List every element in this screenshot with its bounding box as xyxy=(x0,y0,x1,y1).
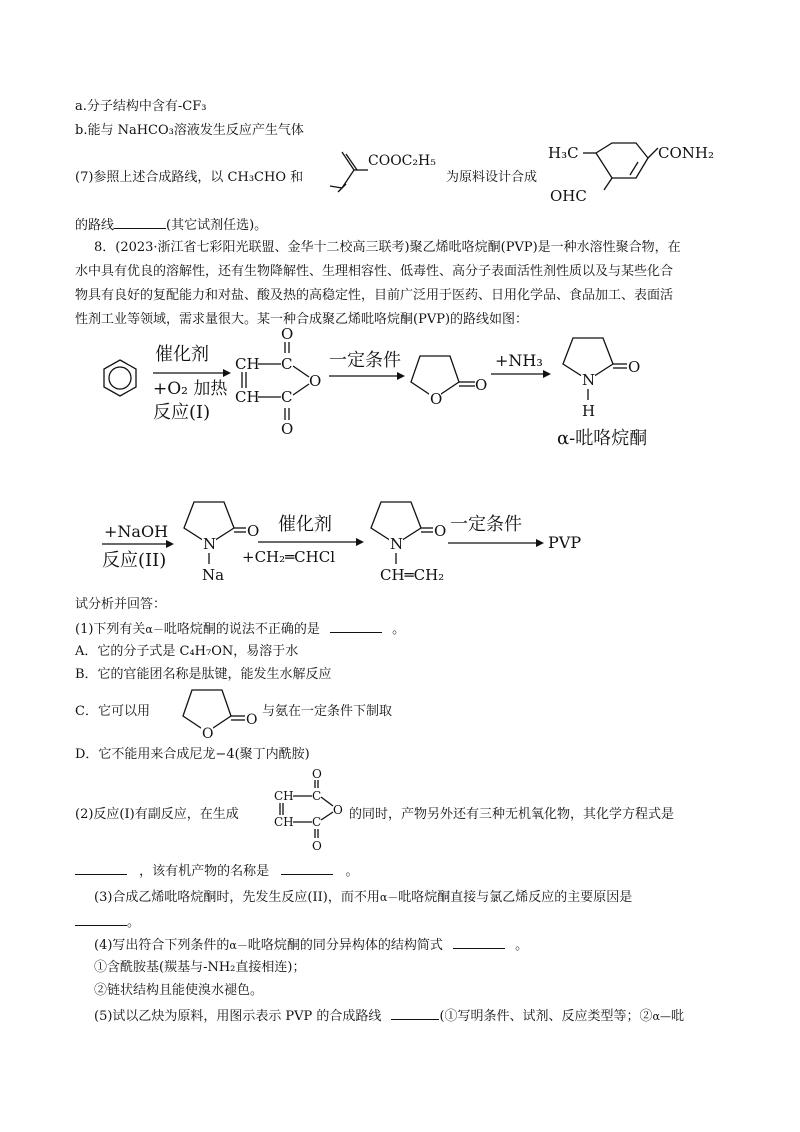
q2-c-top: C xyxy=(312,789,322,803)
sp-o-carbonyl: O xyxy=(247,522,260,540)
reaction-arrow-6 xyxy=(448,514,581,552)
q1-end: 。 xyxy=(392,622,406,637)
q5-text-a: (5)试以乙炔为原料，用图示表示 xyxy=(94,1009,282,1024)
target-h3c-label: H₃C xyxy=(548,144,579,162)
sp-na: Na xyxy=(202,566,225,584)
answer-blank-q3[interactable] xyxy=(75,911,127,926)
target-molecule-structure xyxy=(548,138,728,208)
q2-text-c: ，该有机产物的名称是 xyxy=(139,864,270,879)
q1-text-a: (1)下列有关 xyxy=(75,622,146,637)
q3-end: 。 xyxy=(127,915,141,930)
question-4 xyxy=(94,934,528,956)
option-C-text-b: 与氨在一定条件下制取 xyxy=(262,704,393,719)
reaction-scheme-row-2 xyxy=(100,492,700,592)
q7-tail-text: (其它试剂任选)。 xyxy=(166,218,268,233)
ma-o-bottom: O xyxy=(281,420,294,438)
reaction-scheme-row-1 xyxy=(95,322,695,452)
vinyl-pyrrolidone-structure xyxy=(371,502,446,584)
q3-text-b: α－ xyxy=(379,891,399,904)
option-a: a.分子结构中含有-CF₃ xyxy=(75,99,207,114)
q1-text-c: 吡咯烷酮的说法不正确的是 xyxy=(163,622,320,637)
r6-top-label: 一定条件 xyxy=(450,514,522,535)
answer-blank-q2-equation[interactable] xyxy=(75,860,127,875)
q5-text-f: 吡 xyxy=(670,1009,684,1024)
oc-o-ring: O xyxy=(202,726,214,742)
q2-o-ring: O xyxy=(333,803,343,817)
sodium-pyrrolidone-structure xyxy=(184,502,259,584)
r2-top-label: 一定条件 xyxy=(329,350,401,371)
q7-suffix: 为原料设计合成 xyxy=(446,170,538,185)
ap-n: N xyxy=(582,371,596,389)
analyze-heading: 试分析并回答： xyxy=(75,597,167,612)
answer-blank-q1[interactable] xyxy=(330,618,382,633)
pvp-label: PVP xyxy=(548,533,582,552)
bl-o-ring: O xyxy=(430,390,443,408)
q3-line-2 xyxy=(75,911,140,933)
r1-bot-label: 反应(I) xyxy=(153,402,211,423)
ap-o-carbonyl: O xyxy=(628,358,641,376)
ma-o-ring: O xyxy=(309,372,322,390)
q5-text-d: (①写明条件、试剂、反应类型等；② xyxy=(439,1009,653,1024)
q3-text-a: (3)合成乙烯吡咯烷酮时，先发生反应(II)，而不用 xyxy=(94,890,380,905)
ma-c-top: C xyxy=(281,355,293,373)
q2-end: 。 xyxy=(345,864,359,879)
bl-o-carbonyl: O xyxy=(475,376,488,394)
q5-text-b: PVP xyxy=(285,1009,313,1024)
option-C-text-a: C．它可以用 xyxy=(75,704,150,719)
r4-bot-label: 反应(II) xyxy=(102,550,167,571)
q2-o-top: O xyxy=(312,767,322,781)
condition-1: ①含酰胺基(羰基与-NH₂直接相连)； xyxy=(94,960,306,975)
alpha-pyrrolidone-structure xyxy=(557,338,647,449)
q1-text-b: α－ xyxy=(145,623,164,636)
p8-line-4: 性剂工业等领域，需求量很大。某一种合成聚乙烯吡咯烷酮(PVP)的路线如图： xyxy=(75,312,529,327)
option-c-lactone-structure xyxy=(178,682,268,742)
q4-text-c: 吡咯烷酮的同分异构体的结构简式 xyxy=(247,938,443,953)
q4-text-b: α－ xyxy=(229,939,248,952)
target-conh2-label: CONH₂ xyxy=(658,144,714,162)
oc-o-carbonyl: O xyxy=(246,712,258,728)
reaction-arrow-3 xyxy=(491,351,551,378)
r1-mid-label: +O₂ 加热 xyxy=(153,379,228,399)
option-A: A．它的分子式是 C₄H₇ON，易溶于水 xyxy=(75,644,299,659)
maleic-anhydride-structure xyxy=(235,325,321,438)
option-D: D．它不能用来合成尼龙−4(聚丁内酰胺) xyxy=(75,747,310,762)
butyrolactone-structure xyxy=(411,356,487,408)
answer-blank-q2-name[interactable] xyxy=(281,860,333,875)
reaction-arrow-5 xyxy=(242,514,364,566)
q2-ch-bottom: CH xyxy=(274,815,294,829)
question-3 xyxy=(94,888,632,908)
answer-blank-q4[interactable] xyxy=(453,934,505,949)
q7-end xyxy=(75,214,267,236)
q2-o-bottom: O xyxy=(312,839,322,853)
ester-group-label: COOC₂H₅ xyxy=(368,153,436,169)
q3-text-c: 吡咯烷酮直接与氯乙烯反应的主要原因是 xyxy=(398,890,633,905)
p8-line-2: 水中具有优良的溶解性，还有生物降解性、生理相容性、低毒性、高分子表面活性剂性质以及与某些化合 xyxy=(75,264,674,279)
acrylate-ester-structure xyxy=(330,140,450,200)
condition-2: ②链状结构且能使溴水褪色。 xyxy=(94,983,264,998)
reaction-arrow-4 xyxy=(102,522,174,571)
benzene-structure xyxy=(104,360,136,396)
q2-text-a: (2)反应(I)有副反应，在生成 xyxy=(75,807,239,822)
option-B: B．它的官能团名称是肽键，能发生水解反应 xyxy=(75,667,332,682)
p8-line-1: 8．(2023·浙江省七彩阳光联盟、金华十二校高三联考)聚乙烯吡咯烷酮(PVP)是一种水溶性聚合物，在 xyxy=(94,240,681,255)
question-1 xyxy=(75,618,405,640)
q2-ch-top: CH xyxy=(274,789,294,803)
vp-o-carbonyl: O xyxy=(434,522,447,540)
pyrrolidone-name-label: α-吡咯烷酮 xyxy=(557,428,648,449)
r1-top-label: 催化剂 xyxy=(155,344,209,365)
reaction-arrow-2 xyxy=(329,350,405,380)
sp-n: N xyxy=(203,535,217,553)
option-b: b.能与 NaHCO₃溶液发生反应产生气体 xyxy=(75,123,304,138)
q7-prefix: (7)参照上述合成路线，以 CH₃CHO 和 xyxy=(75,170,304,185)
r5-top-label: 催化剂 xyxy=(278,514,332,535)
vp-n: N xyxy=(390,535,404,553)
target-ohc-label: OHC xyxy=(550,187,587,205)
p8-line-3: 物具有良好的复配能力和对盐、酸及热的高稳定性，目前广泛用于医药、日用化学品、食品加工、表面活 xyxy=(75,288,674,303)
r5-bot-label: +CH₂═CHCl xyxy=(242,548,336,566)
r4-top-label: +NaOH xyxy=(104,522,169,541)
q5-text-c: 的合成路线 xyxy=(316,1009,382,1024)
vp-vinyl: CH═CH₂ xyxy=(380,566,445,584)
q7-end-text: 的路线 xyxy=(75,218,115,233)
q2-maleic-anhydride-structure xyxy=(272,768,352,856)
ma-ch-top: CH xyxy=(235,355,260,373)
q4-end: 。 xyxy=(515,938,529,953)
ma-o-top: O xyxy=(281,325,294,343)
q2-c-bottom: C xyxy=(312,815,322,829)
reaction-arrow-1 xyxy=(153,344,231,423)
r3-top-label: +NH₃ xyxy=(495,351,543,370)
answer-blank-q5[interactable] xyxy=(391,1005,439,1020)
q4-text-a: (4)写出符合下列条件的 xyxy=(94,938,230,953)
q5-text-e: α— xyxy=(652,1010,671,1023)
ma-ch-bottom: CH xyxy=(235,388,260,406)
ma-c-bottom: C xyxy=(281,388,293,406)
answer-blank-q7[interactable] xyxy=(114,214,166,229)
ap-h: H xyxy=(582,402,596,420)
q2-text-b: 的同时，产物另外还有三种无机氧化物，其化学方程式是 xyxy=(349,807,675,822)
question-5 xyxy=(94,1005,684,1027)
q2-line-2 xyxy=(75,860,358,882)
